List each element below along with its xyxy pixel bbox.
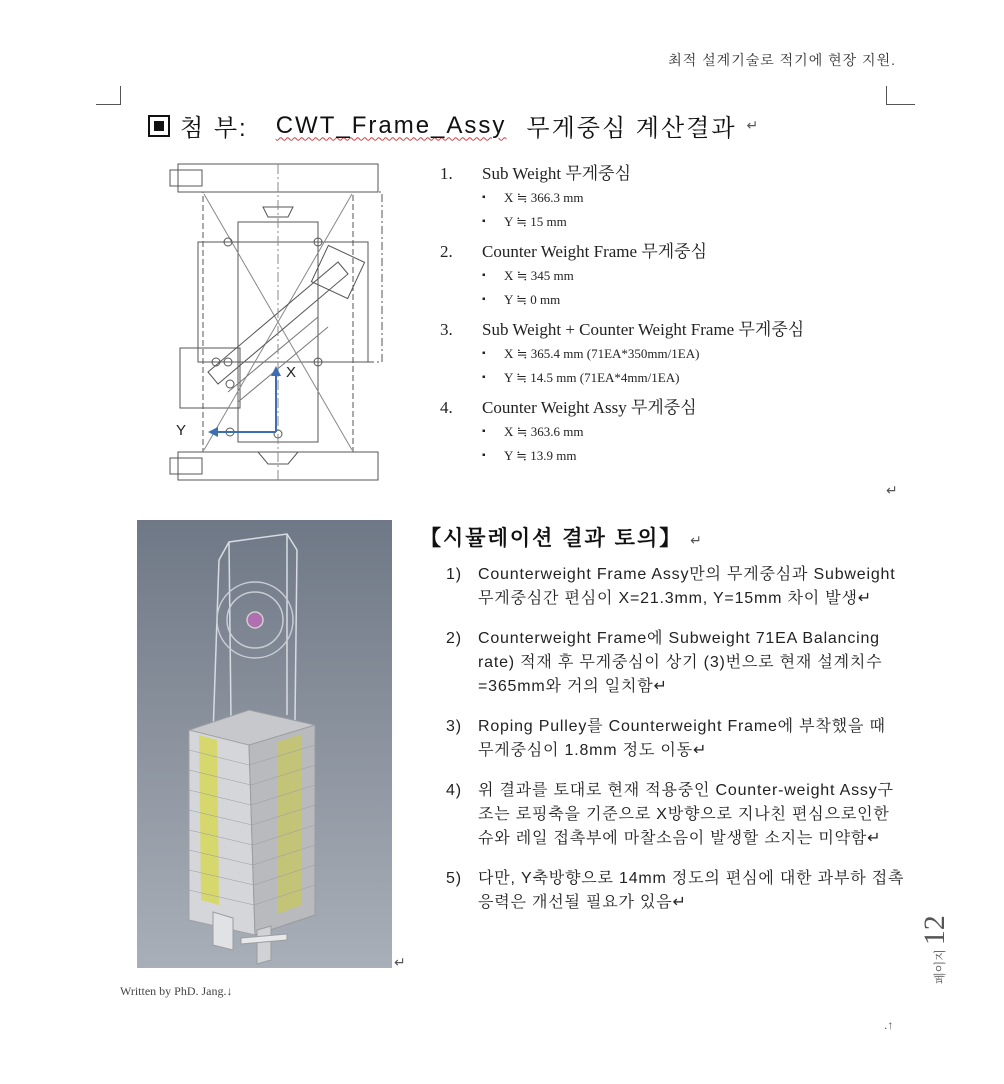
discussion-number: 4) bbox=[446, 782, 462, 799]
y-axis-label: Y bbox=[176, 422, 187, 439]
cg-value: ▪ Y ≒ 13.9 mm bbox=[482, 444, 880, 468]
counterweight-3d-render bbox=[137, 520, 392, 968]
cg-item bbox=[440, 396, 880, 468]
paragraph-mark: ↵ bbox=[746, 117, 761, 133]
corner-mark-left bbox=[96, 86, 121, 105]
title-rest: 무게중심 계산결과 bbox=[526, 115, 737, 142]
cg-item-number: 3. bbox=[440, 320, 453, 339]
cg-value: ▪ Y ≒ 14.5 mm (71EA*4mm/1EA) bbox=[482, 366, 880, 390]
page-title bbox=[148, 108, 760, 143]
cad-diagram bbox=[168, 152, 388, 492]
cg-value: ▪ X ≒ 345 mm bbox=[482, 264, 880, 288]
running-header: 최적 설계기술로 적기에 현장 지원. bbox=[668, 52, 896, 68]
discussion-text: 다만, Y축방향으로 14mm 정도의 편심에 대한 과부하 접촉응력은 개선될 필요가 있음↵ bbox=[478, 870, 905, 911]
cg-item bbox=[440, 318, 880, 390]
page-label: 페이지 bbox=[933, 949, 947, 984]
cg-item-title: Counter Weight Assy 무게중심 bbox=[482, 398, 697, 417]
cg-item-number: 1. bbox=[440, 164, 453, 183]
discussion-item bbox=[446, 563, 906, 611]
cg-item bbox=[440, 162, 880, 234]
discussion-number: 1) bbox=[446, 566, 462, 583]
cad-frame-drawing bbox=[168, 152, 388, 492]
square-bullet-icon bbox=[148, 115, 170, 137]
bottom-mark: .↑ bbox=[884, 1018, 894, 1032]
discussion-text: Counterweight Frame Assy만의 무게중심과 Subweight 무게중심간 편심이 X=21.3mm, Y=15mm 차이 발생↵ bbox=[478, 566, 896, 607]
corner-mark-right bbox=[886, 86, 915, 105]
x-axis-label: X bbox=[286, 364, 297, 381]
page-number: 12 bbox=[918, 915, 951, 946]
discussion-number: 5) bbox=[446, 870, 462, 887]
cg-item bbox=[440, 240, 880, 312]
cg-item-title: Counter Weight Frame 무게중심 bbox=[482, 242, 708, 261]
page-number-label bbox=[918, 900, 962, 984]
discussion-item bbox=[446, 715, 906, 763]
cg-value: ▪ X ≒ 365.4 mm (71EA*350mm/1EA) bbox=[482, 342, 880, 366]
cg-item-title: Sub Weight + Counter Weight Frame 무게중심 bbox=[482, 320, 805, 339]
section-title-text: 【시뮬레이션 결과 토의】 bbox=[420, 527, 683, 550]
discussion-text: Roping Pulley를 Counterweight Frame에 부착했을 때 무게중심이 1.8mm 정도 이동↵ bbox=[478, 718, 886, 759]
discussion-number: 3) bbox=[446, 718, 462, 735]
title-code: CWT_Frame_Assy bbox=[275, 111, 507, 139]
paragraph-mark: ↵ bbox=[690, 532, 704, 548]
discussion-item bbox=[446, 867, 906, 915]
title-prefix: 첨 부: bbox=[180, 115, 248, 142]
cg-item-number: 2. bbox=[440, 242, 453, 261]
cg-value: ▪ X ≒ 363.6 mm bbox=[482, 420, 880, 444]
discussion-item bbox=[446, 779, 906, 851]
discussion-item bbox=[446, 627, 906, 699]
cg-item-title: Sub Weight 무게중심 bbox=[482, 164, 632, 183]
counterweight-model bbox=[137, 520, 392, 968]
cg-item-number: 4. bbox=[440, 398, 453, 417]
cg-results-list bbox=[440, 162, 880, 468]
section-title bbox=[420, 522, 704, 552]
cg-value: ▪ Y ≒ 0 mm bbox=[482, 288, 880, 312]
cg-value: ▪ Y ≒ 15 mm bbox=[482, 210, 880, 234]
discussion-text: 위 결과를 토대로 현재 적용중인 Counter-weight Assy구조는 로핑축을 기준으로 X방향으로 지나친 편심으로인한 슈와 레일 접촉부에 마찰소음이 발생할 소지는 미약함↵ bbox=[478, 782, 894, 847]
paragraph-mark: ↵ bbox=[886, 482, 898, 498]
discussion-list bbox=[446, 563, 906, 931]
image-paragraph-mark: ↵ bbox=[394, 954, 406, 970]
footer-author: Written by PhD. Jang.↓ bbox=[120, 984, 233, 998]
discussion-number: 2) bbox=[446, 630, 462, 647]
discussion-text: Counterweight Frame에 Subweight 71EA Balancing rate) 적재 후 무게중심이 상기 (3)번으로 현재 설계치수=365mm와 거의 일치함↵ bbox=[478, 630, 883, 695]
cg-value: ▪ X ≒ 366.3 mm bbox=[482, 186, 880, 210]
